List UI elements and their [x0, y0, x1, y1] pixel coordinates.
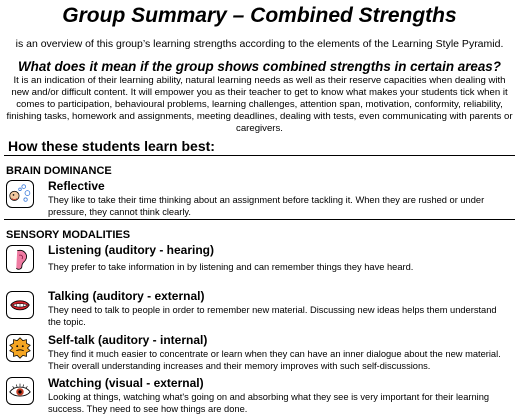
- subheading: How these students learn best:: [8, 138, 215, 154]
- item-title-self-talk: Self-talk (auditory - internal): [48, 333, 208, 347]
- item-title-listening: Listening (auditory - hearing): [48, 243, 215, 257]
- ear-icon: [6, 245, 34, 273]
- item-desc-reflective: They like to take their time thinking about an assignment before tackling it. When they are rushed or under pressure, they cannot think clearly.: [48, 195, 485, 217]
- item-desc-self-talk: They find it much easier to concentrate or learn when they can have an inner dialogue about the new material. Their overall understanding increases and their memory improves with such self-discussions.: [48, 349, 501, 371]
- item-desc-listening: They prefer to take information in by listening and can remember things they have heard.: [48, 262, 414, 272]
- item-desc-talking: They need to talk to people in order to remember new material. Discussing new ideas helps them understand the topic.: [48, 305, 497, 327]
- question-heading: What does it mean if the group shows combined strengths in certain areas?: [18, 59, 501, 74]
- mouth-icon: [6, 291, 34, 319]
- item-title-talking: Talking (auditory - external): [48, 289, 205, 303]
- section-title-brain-dominance: BRAIN DOMINANCE: [6, 165, 112, 177]
- item-title-reflective: Reflective: [48, 179, 105, 193]
- explanation-paragraph: It is an indication of their learning ability, natural learning needs as well as their reserve capacities when dealing with new and/or difficult content. It will empower you as their teacher to get to know what makes your students tick when it comes to participation, behavioural problems, learning challenges, attention span, motivation, conformity, reliability, finishing tasks, homework and assignments, meeting deadlines, dealing with tests, even communicating with parents or caregivers.: [6, 75, 513, 134]
- eye-icon: [6, 377, 34, 405]
- page-title: Group Summary – Combined Strengths: [62, 4, 457, 27]
- divider: [4, 219, 515, 220]
- divider: [4, 155, 515, 156]
- self-talk-icon: [6, 334, 34, 362]
- section-title-sensory-modalities: SENSORY MODALITIES: [6, 229, 131, 241]
- reflective-icon: [6, 180, 34, 208]
- intro-text: is an overview of this group’s learning strengths according to the elements of the Learning Style Pyramid.: [15, 38, 504, 50]
- item-title-watching: Watching (visual - external): [48, 376, 204, 390]
- item-desc-watching: Looking at things, watching what's going on and absorbing what they see is very important for their learning success. They need to see how things are done.: [48, 392, 490, 414]
